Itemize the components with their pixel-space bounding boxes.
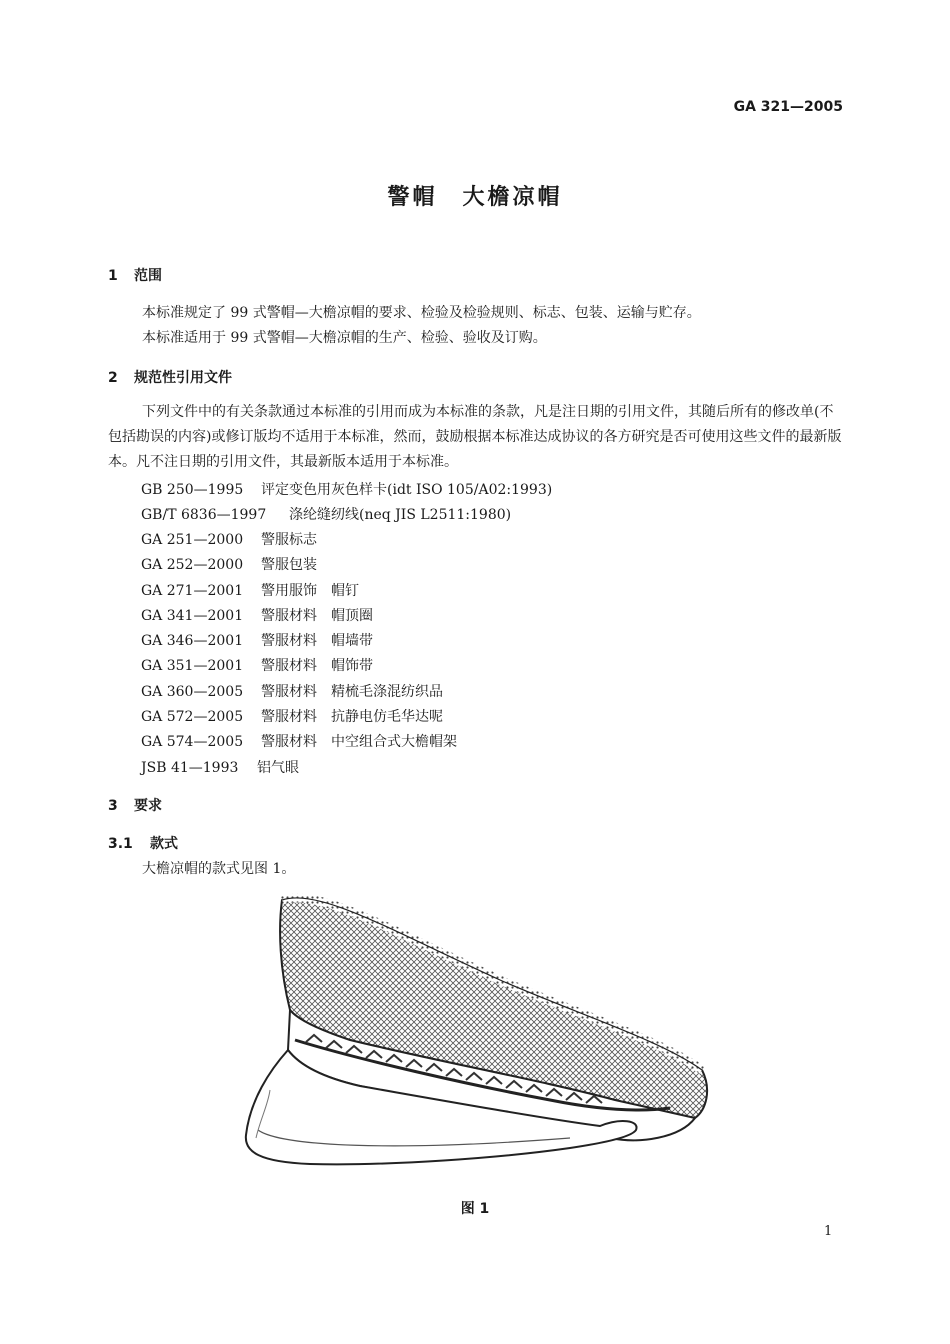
reference-code: GB/T 6836—1997 (141, 507, 267, 523)
section-2-intro: 下列文件中的有关条款通过本标准的引用而成为本标准的条款，凡是注日期的引用文件，其随后所有的修改单(不包括勘误的内容)或修订版均不适用于本标准，然而，鼓励根据本标准达成协议的各方研究是否可使用这些文件的最新版本。凡不注日期的引用文件，其最新版本适用于本标准。 (108, 404, 842, 470)
section-1-para-2: 本标准适用于 99 式警帽—大檐凉帽的生产、检验、验收及订购。 (142, 330, 547, 346)
section-1-number: 1 (108, 268, 118, 284)
section-2-number: 2 (108, 370, 118, 386)
page-number: 1 (824, 1224, 833, 1239)
reference-title: 警服标志 (261, 532, 317, 548)
reference-item (141, 605, 373, 625)
reference-item (141, 706, 443, 726)
figure-caption: 图 1 (460, 1201, 490, 1217)
section-3-title: 要求 (134, 798, 162, 814)
subsection-3-1-heading (108, 833, 178, 853)
reference-title: 涤纶缝纫线(neq JIS L2511:1980) (289, 507, 512, 523)
reference-code: JSB 41—1993 (141, 760, 239, 776)
reference-title: 警服材料 帽顶圈 (261, 608, 373, 624)
reference-code: GA 351—2001 (141, 658, 244, 674)
reference-title: 警服材料 帽饰带 (261, 658, 373, 674)
standard-number: GA 321—2005 (733, 99, 843, 115)
reference-code: GA 574—2005 (141, 734, 244, 750)
section-1-heading (108, 265, 162, 285)
reference-item (141, 731, 457, 751)
reference-code: GA 251—2000 (141, 532, 244, 548)
reference-item (141, 681, 443, 701)
section-3-number: 3 (108, 798, 118, 814)
reference-item (141, 554, 317, 574)
reference-title: 警用服饰 帽钉 (261, 583, 359, 599)
reference-item (141, 580, 359, 600)
reference-title: 警服材料 中空组合式大檐帽架 (261, 734, 457, 750)
reference-item (141, 479, 552, 499)
reference-title: 评定变色用灰色样卡(idt ISO 105/A02:1993) (261, 482, 553, 498)
reference-title: 警服材料 精梳毛涤混纺织品 (261, 684, 443, 700)
reference-code: GA 271—2001 (141, 583, 244, 599)
reference-item (141, 655, 373, 675)
reference-title: 警服材料 帽墙带 (261, 633, 373, 649)
reference-title: 警服包装 (261, 557, 317, 573)
reference-code: GA 341—2001 (141, 608, 244, 624)
reference-item (141, 529, 317, 549)
reference-code: GA 252—2000 (141, 557, 244, 573)
document-title: 警帽 大檐凉帽 (387, 185, 563, 210)
section-2-heading (108, 367, 232, 387)
reference-item (141, 504, 511, 524)
reference-item (141, 630, 373, 650)
reference-code: GA 346—2001 (141, 633, 244, 649)
reference-title: 铝气眼 (257, 760, 299, 776)
peaked-cap-illustration-icon (240, 890, 720, 1179)
reference-item (141, 757, 299, 777)
section-3-heading (108, 795, 162, 815)
reference-title: 警服材料 抗静电仿毛华达呢 (261, 709, 443, 725)
subsection-3-1-number: 3.1 (108, 836, 133, 852)
reference-code: GB 250—1995 (141, 482, 244, 498)
section-1-para-1: 本标准规定了 99 式警帽—大檐凉帽的要求、检验及检验规则、标志、包装、运输与贮存。 (142, 305, 701, 321)
subsection-3-1-text: 大檐凉帽的款式见图 1。 (142, 861, 296, 877)
section-1-title: 范围 (134, 268, 162, 284)
reference-code: GA 572—2005 (141, 709, 244, 725)
reference-code: GA 360—2005 (141, 684, 244, 700)
subsection-3-1-title: 款式 (150, 836, 178, 852)
section-2-title: 规范性引用文件 (134, 370, 232, 386)
